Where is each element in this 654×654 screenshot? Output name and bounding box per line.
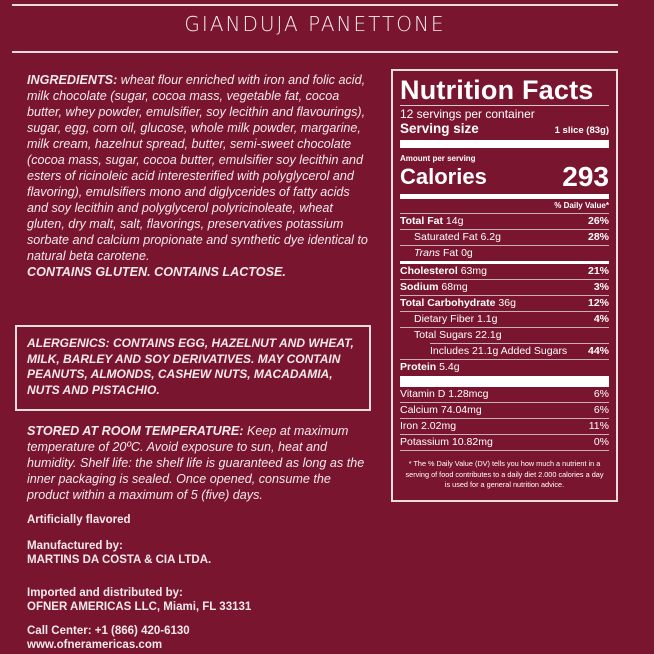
vitamin-row-vitamin-d xyxy=(400,387,609,403)
thick-divider xyxy=(400,376,609,387)
product-title: GIANDUJA PANETTONE xyxy=(184,12,446,36)
nutrient-name: Includes 21.1g Added Sugars xyxy=(430,345,568,357)
nutrient-row-total-fat xyxy=(400,213,609,229)
flavor-note: Artificially flavored xyxy=(27,514,131,526)
vitamin-amount: 10.82mg xyxy=(451,436,493,448)
nutrient-dv: 28% xyxy=(587,231,609,243)
serving-size-label: Serving size xyxy=(400,121,479,136)
serving-size-row xyxy=(400,121,609,136)
ingredients-block xyxy=(27,72,372,280)
manufacturer-name: MARTINS DA COSTA & CIA LTDA. xyxy=(27,554,212,566)
allergen-text: ALERGENICS: CONTAINS EGG, HAZELNUT AND WHEAT, MILK, BARLEY AND SOY DERIVATIVES. MAY CONTAIN PEANUTS, ALMONDS, CASHEW NUTS, MACADAMIA, NUTS AND PISTACHIO. xyxy=(27,336,354,397)
nutrient-dv: 12% xyxy=(587,297,609,309)
daily-value-header: % Daily Value* xyxy=(554,201,609,210)
calories-row xyxy=(400,163,609,191)
nutrient-name: Protein xyxy=(400,361,437,373)
nutrient-dv: 26% xyxy=(587,215,609,227)
storage-text: Keep at maximum temperature of 20ºC. Avoid exposure to sun, heat and humidity. Shelf life: the shelf life is guaranteed as long as the inner packaging is sealed. Once opened, consume the product within a maximum of 5 (five) days. xyxy=(27,424,365,502)
amount-per-serving: Amount per serving xyxy=(400,154,476,163)
vitamin-dv: 6% xyxy=(593,388,609,400)
nutrient-row-trans-fat xyxy=(400,245,609,261)
vitamin-row-iron xyxy=(400,419,609,435)
serving-size-value: 1 slice (83g) xyxy=(554,125,609,136)
nutrient-name: Sodium xyxy=(400,281,439,293)
nutrient-name: Dietary Fiber xyxy=(414,313,475,325)
importer-label: Imported and distributed by: xyxy=(27,587,183,599)
manufacturer-label: Manufactured by: xyxy=(27,540,123,552)
vitamin-row-potassium xyxy=(400,435,609,451)
storage-block xyxy=(27,423,372,503)
daily-value-footnote: * The % Daily Value (DV) tells you how much a nutrient in a serving of food contributes to a daily diet 2.000 calories a day is used for a general nutrition advice. xyxy=(405,459,604,489)
ingredients-label: INGREDIENTS: xyxy=(27,73,118,87)
nutrient-row-dietary-fiber xyxy=(400,311,609,327)
vitamin-dv: 11% xyxy=(588,420,609,432)
nutrient-amount: 6.2g xyxy=(480,231,501,243)
nutrient-name: Saturated Fat xyxy=(414,231,478,243)
nutrient-amount: 68mg xyxy=(441,281,468,293)
vitamin-dv: 0% xyxy=(593,436,609,448)
nutrient-name: Total Fat xyxy=(400,215,443,227)
nutrition-title: Nutrition Facts xyxy=(400,75,594,105)
nutrient-amount: 0g xyxy=(461,247,473,259)
nutrient-dv: 3% xyxy=(593,281,609,293)
nutrient-row-protein xyxy=(400,359,609,375)
nutrient-name: Trans xyxy=(414,247,441,259)
nutrient-amount: 22.1g xyxy=(475,329,502,341)
nutrient-row-added-sugars xyxy=(430,343,609,359)
nutrient-name: Total Carbohydrate xyxy=(400,297,496,309)
vitamin-name: Calcium xyxy=(400,404,438,416)
title-rule xyxy=(12,51,618,53)
vitamin-dv: 6% xyxy=(593,404,609,416)
vitamin-amount: 1.28mcg xyxy=(448,388,489,400)
call-center: Call Center: +1 (866) 420-6130 xyxy=(27,625,190,637)
ingredients-text: wheat flour enriched with iron and folic acid, milk chocolate (sugar, cocoa mass, vegetable fat, cocoa butter, whey powder, emulsifier, soy lecithin and flavourings), sugar, egg, corn oil, glucose, whole milk powder, margarine, milk cream, hazelnut spread, butter, semi-sweet chocolate (cocoa mass, sugar, cocoa butter, emulsifier soy lecithin and esters of ricinoleic acid interesterified with polyglycerol and flavoring), emulsifiers mono and diglycerides of fatty acids and soy lecithin and polyglycerol polyricinoleate, wheat gluten, dry malt, salt, flavorings, preservatives potassium sorbate and calcium propionate and synthetic dye identical to natural beta carotene. xyxy=(27,73,368,263)
nutrient-row-total-carbohydrate xyxy=(400,295,609,311)
nutrient-dv: 44% xyxy=(587,345,609,357)
calories-value: 293 xyxy=(562,161,609,192)
nutrient-amount: 1.1g xyxy=(477,313,498,325)
divider xyxy=(400,105,609,106)
vitamin-amount: 2.02mg xyxy=(421,420,457,432)
allergen-box xyxy=(15,325,371,411)
nutrient-name-suffix: Fat xyxy=(442,247,459,259)
storage-label: STORED AT ROOM TEMPERATURE: xyxy=(27,424,244,438)
thick-divider xyxy=(400,140,609,148)
top-rule xyxy=(12,4,618,6)
vitamin-name: Vitamin D xyxy=(400,388,446,400)
nutrient-amount: 5.4g xyxy=(439,361,460,373)
vitamin-name: Potassium xyxy=(400,436,450,448)
nutrient-dv: 21% xyxy=(587,265,609,277)
vitamin-amount: 74.04mg xyxy=(440,404,482,416)
nutrient-dv: 4% xyxy=(593,313,609,325)
vitamin-name: Iron xyxy=(400,420,419,432)
website-link[interactable]: www.ofneramericas.com xyxy=(27,639,163,651)
nutrient-amount: 36g xyxy=(498,297,516,309)
nutrient-row-saturated-fat xyxy=(400,229,609,245)
nutrient-amount: 63mg xyxy=(460,265,487,277)
manufacturer-block xyxy=(27,539,211,567)
nutrient-row-total-sugars xyxy=(400,327,609,343)
nutrient-amount: 14g xyxy=(445,215,464,227)
nutrient-name: Cholesterol xyxy=(400,265,458,277)
nutrient-row-sodium xyxy=(400,279,609,295)
importer-block xyxy=(27,586,251,614)
nutrition-facts-panel xyxy=(391,69,618,502)
contains-statement: CONTAINS GLUTEN. CONTAINS LACTOSE. xyxy=(27,265,286,279)
vitamin-row-calcium xyxy=(400,403,609,419)
importer-name: OFNER AMERICAS LLC, Miami, FL 33131 xyxy=(27,601,252,613)
nutrient-name: Total Sugars xyxy=(414,329,473,341)
servings-per-container: 12 servings per container xyxy=(400,107,535,121)
contact-block xyxy=(27,624,190,652)
calories-label: Calories xyxy=(400,164,487,189)
nutrient-row-cholesterol xyxy=(400,261,609,279)
